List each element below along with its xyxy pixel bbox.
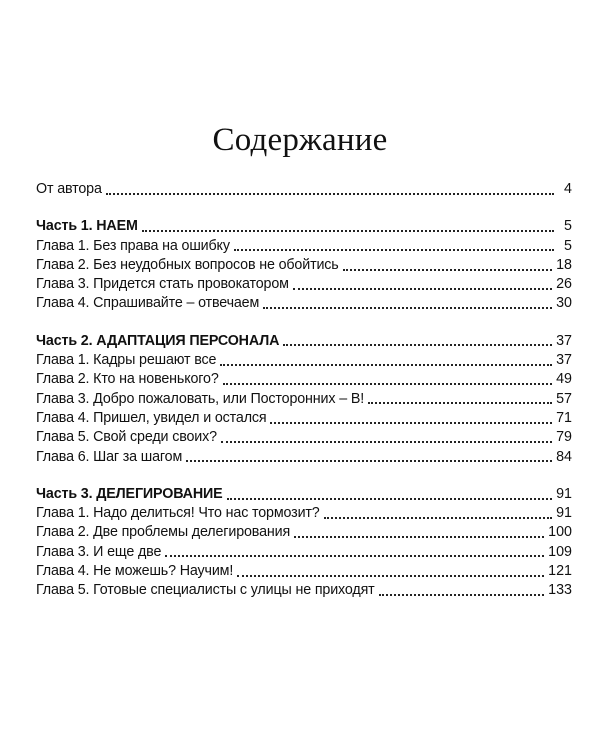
toc-entry-title: Часть 3. ДЕЛЕГИРОВАНИЕ xyxy=(36,485,223,502)
toc-entry xyxy=(36,390,572,409)
toc-entry xyxy=(36,543,572,562)
table-of-contents xyxy=(36,180,572,619)
toc-entry-title: Глава 4. Спрашивайте – отвечаем xyxy=(36,295,260,312)
toc-entry xyxy=(36,504,572,523)
toc-part-entry xyxy=(36,217,572,236)
dot-leader xyxy=(165,555,544,557)
toc-page-number: 30 xyxy=(556,295,572,312)
toc-page-number: 79 xyxy=(556,429,572,446)
toc-entry xyxy=(36,180,572,199)
toc-entry-title: Глава 6. Шаг за шагом xyxy=(36,448,183,465)
toc-page-number: 133 xyxy=(548,582,572,599)
dot-leader xyxy=(343,269,552,271)
toc-page-number: 5 xyxy=(564,237,572,254)
toc-entry-title: Часть 1. НАЕМ xyxy=(36,218,138,235)
toc-entry-title: Глава 3. Придется стать провокатором xyxy=(36,276,289,293)
dot-leader xyxy=(227,498,553,500)
toc-page-number: 49 xyxy=(556,371,572,388)
toc-page-number: 4 xyxy=(564,181,572,197)
page-title: Содержание xyxy=(212,122,388,158)
toc-entry xyxy=(36,409,572,428)
toc-entry xyxy=(36,237,572,256)
toc-entry-title: Глава 3. И еще две xyxy=(36,543,162,560)
toc-entry xyxy=(36,275,572,294)
toc-entry-title: От автора xyxy=(36,181,102,197)
toc-entry-title: Часть 2. АДАПТАЦИЯ ПЕРСОНАЛА xyxy=(36,332,280,349)
dot-leader xyxy=(220,364,552,366)
toc-page-number: 91 xyxy=(556,485,572,502)
toc-section xyxy=(36,485,572,601)
toc-page-number: 121 xyxy=(548,563,572,580)
toc-page-number: 37 xyxy=(556,332,572,349)
toc-section xyxy=(36,332,572,467)
toc-entry xyxy=(36,523,572,542)
toc-page-number: 57 xyxy=(556,390,572,407)
dot-leader xyxy=(324,517,552,519)
dot-leader xyxy=(368,402,552,404)
toc-page-number: 109 xyxy=(548,543,572,560)
dot-leader xyxy=(234,249,554,251)
toc-entry-title: Глава 4. Пришел, увидел и остался xyxy=(36,409,267,426)
toc-page-number: 37 xyxy=(556,352,572,369)
toc-entry-title: Глава 2. Без неудобных вопросов не обойтись xyxy=(36,256,339,273)
toc-entry-title: Глава 5. Готовые специалисты с улицы не приходят xyxy=(36,582,375,599)
dot-leader xyxy=(263,307,552,309)
toc-entry xyxy=(36,294,572,313)
dot-leader xyxy=(223,383,552,385)
toc-entry xyxy=(36,581,572,600)
toc-page-number: 84 xyxy=(556,448,572,465)
toc-entry xyxy=(36,448,572,467)
dot-leader xyxy=(270,422,552,424)
toc-page-number: 5 xyxy=(564,218,572,235)
toc-entry xyxy=(36,370,572,389)
dot-leader xyxy=(106,193,554,195)
toc-entry-title: Глава 2. Кто на новенького? xyxy=(36,371,219,388)
dot-leader xyxy=(221,441,552,443)
toc-page-number: 18 xyxy=(556,256,572,273)
dot-leader xyxy=(186,460,552,462)
toc-entry xyxy=(36,562,572,581)
toc-page-number: 26 xyxy=(556,276,572,293)
toc-entry xyxy=(36,256,572,275)
dot-leader xyxy=(293,288,552,290)
toc-page-number: 71 xyxy=(556,409,572,426)
toc-part-entry xyxy=(36,485,572,504)
toc-entry-title: Глава 1. Кадры решают все xyxy=(36,352,217,369)
dot-leader xyxy=(283,344,552,346)
dot-leader xyxy=(379,594,545,596)
toc-entry-title: Глава 1. Надо делиться! Что нас тормозит? xyxy=(36,505,320,522)
toc-part-entry xyxy=(36,332,572,351)
toc-page-number: 91 xyxy=(556,505,572,522)
toc-section xyxy=(36,217,572,313)
dot-leader xyxy=(237,575,544,577)
toc-entry-title: Глава 4. Не можешь? Научим! xyxy=(36,563,234,580)
dot-leader xyxy=(294,536,544,538)
toc-entry-title: Глава 2. Две проблемы делегирования xyxy=(36,524,291,541)
toc-entry xyxy=(36,428,572,447)
toc-section xyxy=(36,180,572,199)
toc-page-number: 100 xyxy=(548,524,572,541)
dot-leader xyxy=(142,230,554,232)
toc-entry-title: Глава 5. Свой среди своих? xyxy=(36,429,217,446)
toc-entry xyxy=(36,351,572,370)
toc-entry-title: Глава 1. Без права на ошибку xyxy=(36,237,230,254)
toc-entry-title: Глава 3. Добро пожаловать, или Посторонних – В! xyxy=(36,390,365,407)
